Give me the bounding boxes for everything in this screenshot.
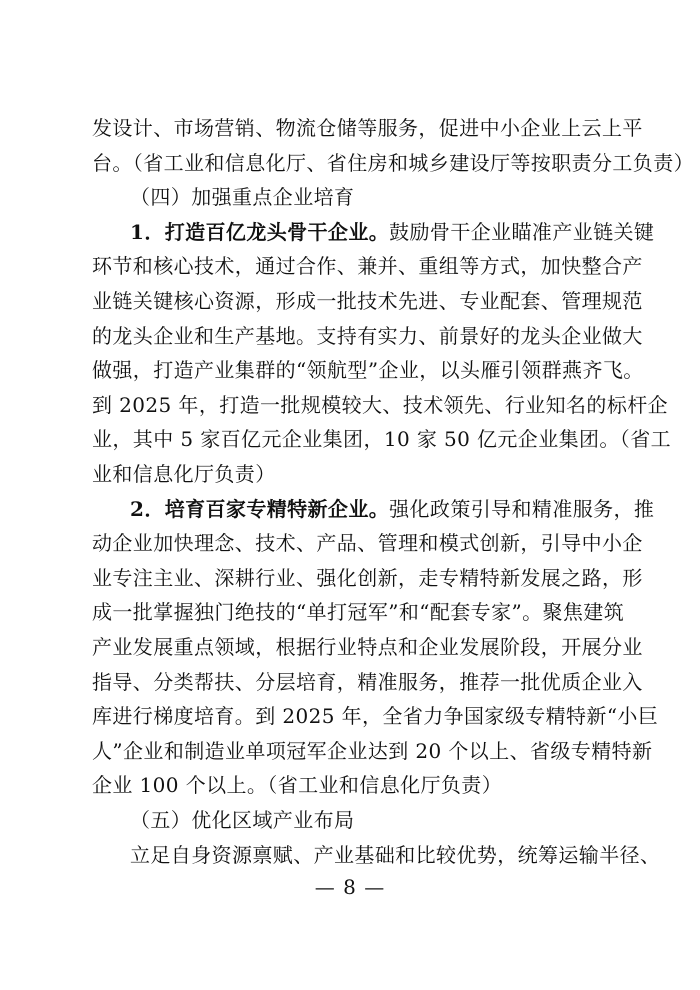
body-text-line: 动企业加快理念、技术、产品、管理和模式创新，引导中小企 (92, 531, 643, 555)
body-text-line: 人”企业和制造业单项冠军企业达到 20 个以上、省级专精特新 (92, 739, 653, 763)
body-text-line: 成一批掌握独门绝技的“单打冠军”和“配套专家”。聚焦建筑 (92, 600, 625, 624)
body-text-line: 台。（省工业和信息化厅、省住房和城乡建设厅等按职责分工负责） (92, 151, 694, 175)
body-text-line: 环节和核心技术，通过合作、兼并、重组等方式，加快整合产 (92, 254, 643, 278)
section-heading-5: （五）优化区域产业布局 (130, 808, 355, 832)
paragraph-1-first-line (130, 217, 655, 247)
body-text-line: 到 2025 年，打造一批规模较大、技术领先、行业知名的标杆企 (92, 393, 669, 417)
body-text-span: 强化政策引导和精准服务，推 (389, 497, 655, 521)
body-text-line: 做强，打造产业集群的“领航型”企业，以头雁引领群燕齐飞。 (92, 358, 644, 382)
section-heading-4: （四）加强重点企业培育 (130, 185, 355, 209)
item-1-heading: 1．打造百亿龙头骨干企业。 (130, 220, 390, 244)
paragraph-2-first-line (130, 494, 655, 524)
body-text-line: 立足自身资源禀赋、产业基础和比较优势，统筹运输半径、 (130, 843, 661, 867)
body-text-span: 鼓励骨干企业瞄准产业链关键 (389, 220, 655, 244)
body-text-line: 指导、分类帮扶、分层培育，精准服务，推荐一批优质企业入 (92, 670, 643, 694)
body-text-line: 业链关键核心资源，形成一批技术先进、专业配套、管理规范 (92, 289, 643, 313)
item-2-heading: 2．培育百家专精特新企业。 (130, 497, 390, 521)
body-text-line: 业，其中 5 家百亿元企业集团，10 家 50 亿元企业集团。（省工 (92, 427, 672, 451)
body-text-line: 业专注主业、深耕行业、强化创新，走专精特新发展之路，形 (92, 566, 643, 590)
page-number: — 8 — (314, 875, 386, 899)
body-text-line: 的龙头企业和生产基地。支持有实力、前景好的龙头企业做大 (92, 324, 643, 348)
body-text-line: 业和信息化厅负责） (92, 462, 276, 486)
body-text-line: 库进行梯度培育。到 2025 年，全省力争国家级专精特新“小巨 (92, 704, 659, 728)
body-text-line: 企业 100 个以上。（省工业和信息化厅负责） (92, 773, 503, 797)
body-text-line: 产业发展重点领域，根据行业特点和企业发展阶段，开展分业 (92, 635, 643, 659)
body-text-line: 发设计、市场营销、物流仓储等服务，促进中小企业上云上平 (92, 116, 643, 140)
